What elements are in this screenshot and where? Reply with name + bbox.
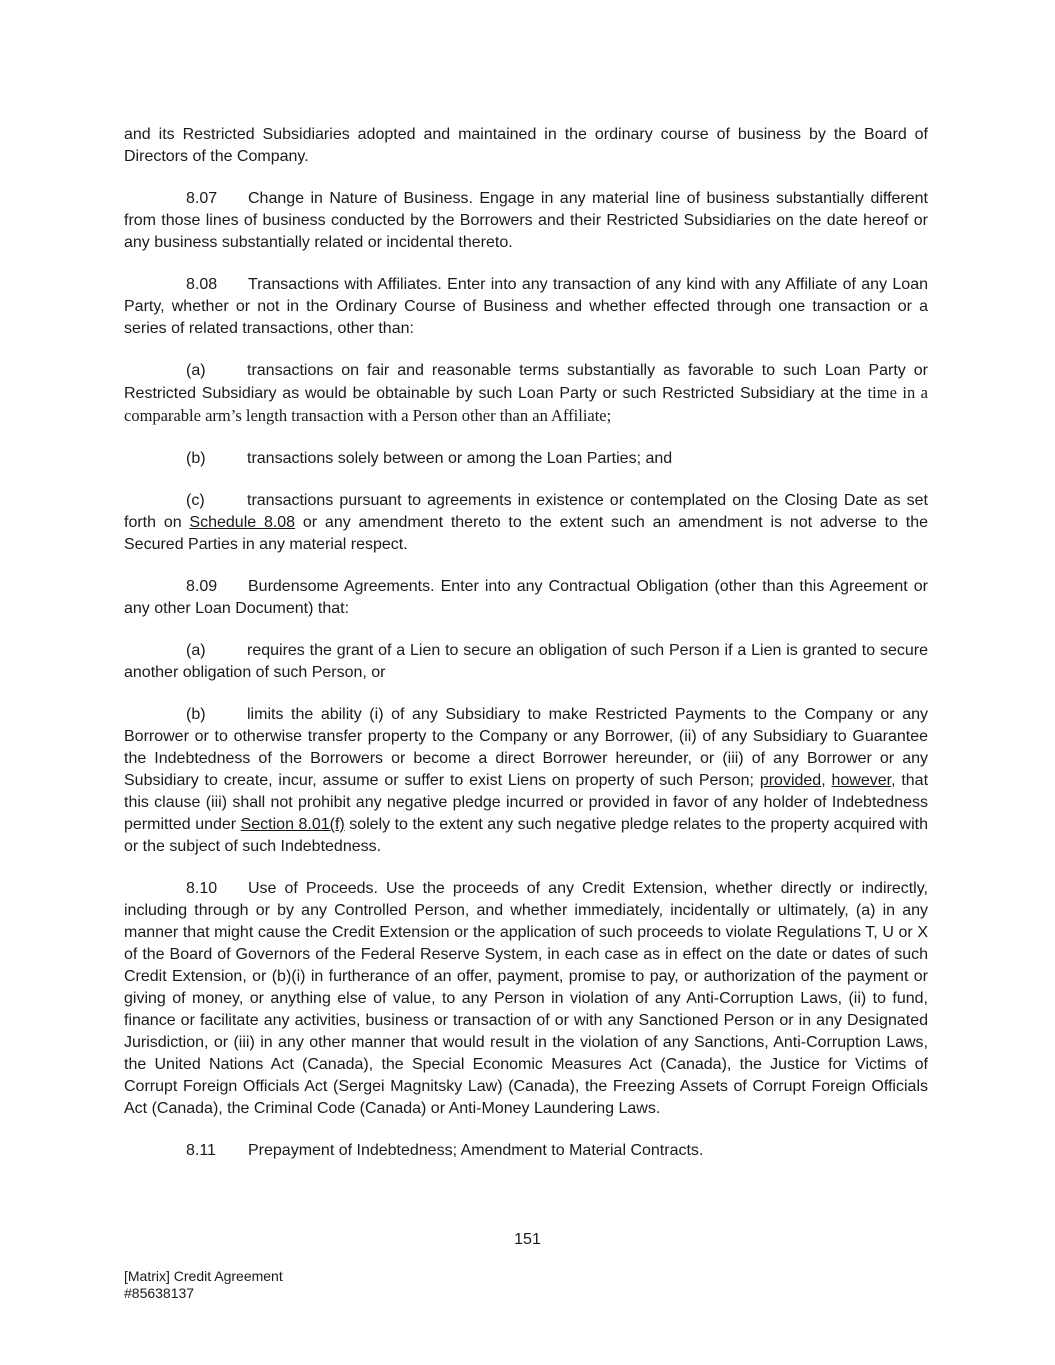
section-text: Engage in any material line of business substantially different from those lines of business conducted by the Borrowers and their Restricted Subsidiaries on the date hereof or any business substantially related or incidental thereto. — [124, 190, 929, 251]
clause-text: transactions solely between or among the Loan Parties; and — [247, 450, 673, 467]
clause-label: (b) — [186, 706, 206, 723]
section-reference: Section 8.01(f) — [240, 816, 345, 833]
section-number: 8.11 — [186, 1142, 216, 1159]
clause-text: limits the ability (i) of any Subsidiary to make Restricted Payments to the Company or any Borrower or to otherwise transfer property to the Company or any Borrower, (ii) of any Subsidiary to Guarantee the Indebtedness of the Borrowers or become a direct Borrower hereunder, or (iii) of any Borrower or any Subsidiary to create, incur, assume or suffer to exist Liens on property of such Person; — [124, 706, 928, 789]
section-text: Enter into any Contractual Obligation (other than this Agreement or any other Loan Document) that: — [124, 578, 928, 617]
document-body — [124, 124, 928, 1182]
clause-text: or any amendment thereto to the extent such an amendment is not adverse to the Secured Parties in any material respect. — [124, 514, 929, 553]
section-number: 8.07 — [186, 190, 218, 207]
clause-8-09-b — [124, 704, 928, 858]
section-text: Use the proceeds of any Credit Extension, whether directly or indirectly, including through or by any Controlled Person, and whether immediately, incidentally or ultimately, (a) in any manner that might cause the Credit Extension or the application of such proceeds to violate Regulations T, U or X of the Board of Governors of the Federal Reserve System, in each case as in effect on the date or dates of such Credit Extension, or (b)(i) in furtherance of an offer, payment, promise to pay, or authorization of the payment or giving of money, or anything else of value, to any Person in violation of any Anti-Corruption Laws, (ii) to fund, finance or facilitate any activities, business or transaction of or with any Sanctioned Person or in any Designated Jurisdiction, or (iii) in any other manner that would result in the violation of any Sanctions, Anti-Corruption Laws, the United Nations Act (Canada), the Special Economic Measures Act (Canada), the Justice for Victims of Corrupt Foreign Officials Act (Sergei Magnitsky Law) (Canada), the Freezing Assets of Corrupt Foreign Officials Act (Canada), the Criminal Code (Canada) or Anti-Money Laundering Laws. — [124, 880, 928, 1117]
clause-label: (a) — [186, 642, 206, 659]
section-8-11 — [124, 1140, 928, 1162]
section-heading: Transactions with Affiliates. — [248, 276, 442, 293]
clause-text: , that this clause (iii) shall not prohibit any negative pledge incurred or provided in favor of any holder of Indebtedness permitted under — [124, 772, 929, 833]
footer-doc-id: #85638137 — [124, 1285, 195, 1301]
clause-label: (c) — [186, 492, 205, 509]
clause-8-09-a — [124, 640, 928, 684]
section-heading: Prepayment of Indebtedness; Amendment to Material Contracts. — [248, 1142, 704, 1159]
provided-term: provided — [759, 772, 822, 789]
footer — [124, 1268, 283, 1302]
section-number: 8.09 — [186, 578, 218, 595]
page-number: 151 — [514, 1231, 541, 1248]
section-8-08 — [124, 274, 928, 340]
clause-label: (a) — [186, 362, 206, 379]
schedule-reference: Schedule 8.08 — [189, 514, 296, 531]
section-8-07 — [124, 188, 928, 254]
section-number: 8.08 — [186, 276, 218, 293]
clause-text-serif: time in a comparable arm’s length transaction with a Person other than an Affiliate; — [124, 383, 929, 425]
section-heading: Use of Proceeds. — [248, 880, 378, 897]
clause-text: , — [821, 772, 832, 789]
clause-text: transactions pursuant to agreements in existence or contemplated on the Closing Date as set forth on — [124, 492, 928, 531]
section-heading: Change in Nature of Business. — [248, 190, 473, 207]
section-8-09 — [124, 576, 928, 620]
clause-8-08-a — [124, 360, 928, 428]
paragraph-intro — [124, 124, 928, 168]
intro-text: and its Restricted Subsidiaries adopted and maintained in the ordinary course of business by the Board of Directors of the Company. — [124, 126, 928, 165]
section-text: Enter into any transaction of any kind with any Affiliate of any Loan Party, whether or not in the Ordinary Course of Business and whether effected through one transaction or a series of related transactions, other than: — [124, 276, 928, 337]
clause-text: requires the grant of a Lien to secure an obligation of such Person if a Lien is granted to secure another obligation of such Person, or — [124, 642, 928, 681]
section-number: 8.10 — [186, 880, 218, 897]
section-8-10 — [124, 878, 928, 1120]
clause-label: (b) — [186, 450, 206, 467]
clause-8-08-b — [124, 448, 928, 470]
clause-8-08-c — [124, 490, 928, 556]
however-term: however — [831, 772, 892, 789]
clause-text: solely to the extent any such negative pledge relates to the property acquired with or the subject of such Indebtedness. — [124, 816, 928, 855]
footer-title: [Matrix] Credit Agreement — [124, 1268, 283, 1284]
clause-text: transactions on fair and reasonable terms substantially as favorable to such Loan Party or Restricted Subsidiary as would be obtainable by such Loan Party or such Restricted Subsidiary at the — [124, 362, 928, 402]
section-heading: Burdensome Agreements. — [248, 578, 435, 595]
